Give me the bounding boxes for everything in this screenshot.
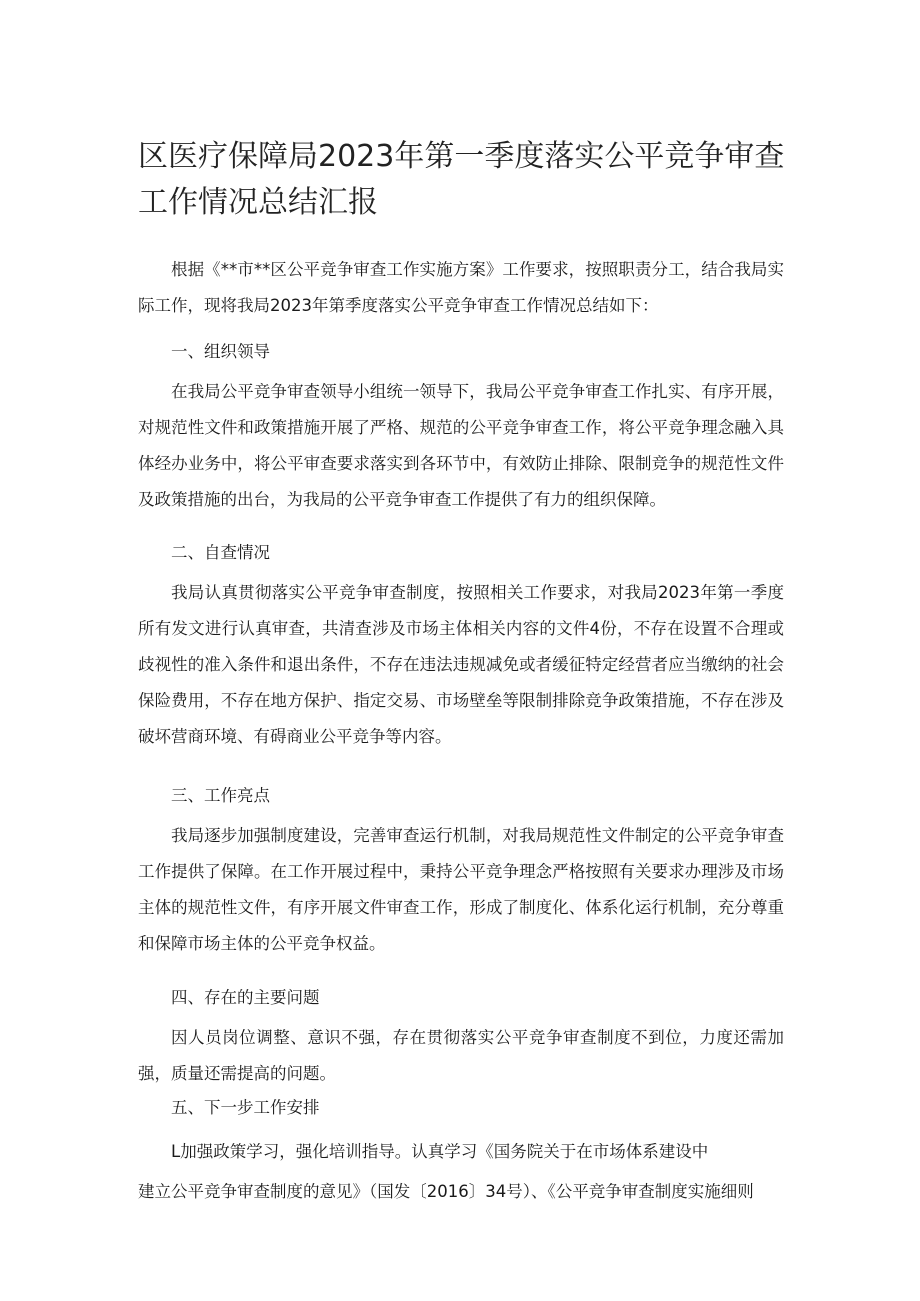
section-paragraph: 我局逐步加强制度建设，完善审查运行机制，对我局规范性文件制定的公平竞争审查工作提供了保障。在工作开展过程中，秉持公平竞争理念严格按照有关要求办理涉及市场主体的规范性文件，有序开展文件审查工作，形成了制度化、体系化运行机制，充分尊重和保障市场主体的公平竞争权益。 [138, 826, 784, 953]
document-title: 区医疗保障局2023年第一季度落实公平竞争审查工作情况总结汇报 [138, 139, 785, 220]
section-paragraph: 我局认真贯彻落实公平竞争审查制度，按照相关工作要求，对我局2023年第一季度所有发文进行认真审查，共清查涉及市场主体相关内容的文件4份，不存在设置不合理或歧视性的准入条件和退出条件，不存在违法违规减免或者缓征特定经营者应当缴纳的社会保险费用，不存在地方保护、指定交易、市场壁垒等限制排除竞争政策措施，不存在涉及破坏营商环境、有碍商业公平竞争等内容。 [138, 583, 784, 746]
section-heading: 三、工作亮点 [171, 786, 270, 805]
section-heading: 五、下一步工作安排 [171, 1098, 320, 1117]
section-paragraph: 因人员岗位调整、意识不强，存在贯彻落实公平竞争审查制度不到位，力度还需加强，质量还需提高的问题。 [138, 1028, 784, 1083]
section-heading: 二、自查情况 [171, 543, 270, 562]
section-heading: 四、存在的主要问题 [171, 988, 320, 1007]
section-5 [138, 1090, 784, 1210]
section-heading: 一、组织领导 [171, 342, 270, 361]
section-3 [138, 778, 784, 962]
section-paragraph-line: L加强政策学习，强化培训指导。认真学习《国务院关于在市场体系建设中 [171, 1142, 709, 1161]
section-2 [138, 535, 784, 755]
section-paragraph-line: 建立公平竞争审查制度的意见》（国发〔2016〕34号）、《公平竞争审查制度实施细则 [138, 1182, 754, 1201]
section-4 [138, 980, 784, 1092]
section-paragraph: 在我局公平竞争审查领导小组统一领导下，我局公平竞争审查工作扎实、有序开展，对规范性文件和政策措施开展了严格、规范的公平竞争审查工作，将公平竞争理念融入具体经办业务中，将公平审查要求落实到各环节中，有效防止排除、限制竞争的规范性文件及政策措施的出台，为我局的公平竞争审查工作提供了有力的组织保障。 [138, 382, 784, 509]
intro-block [138, 252, 784, 324]
section-1 [138, 334, 784, 518]
intro-paragraph: 根据《**市**区公平竞争审查工作实施方案》工作要求，按照职责分工，结合我局实际工作，现将我局2023年第季度落实公平竞争审查工作情况总结如下： [138, 260, 784, 315]
